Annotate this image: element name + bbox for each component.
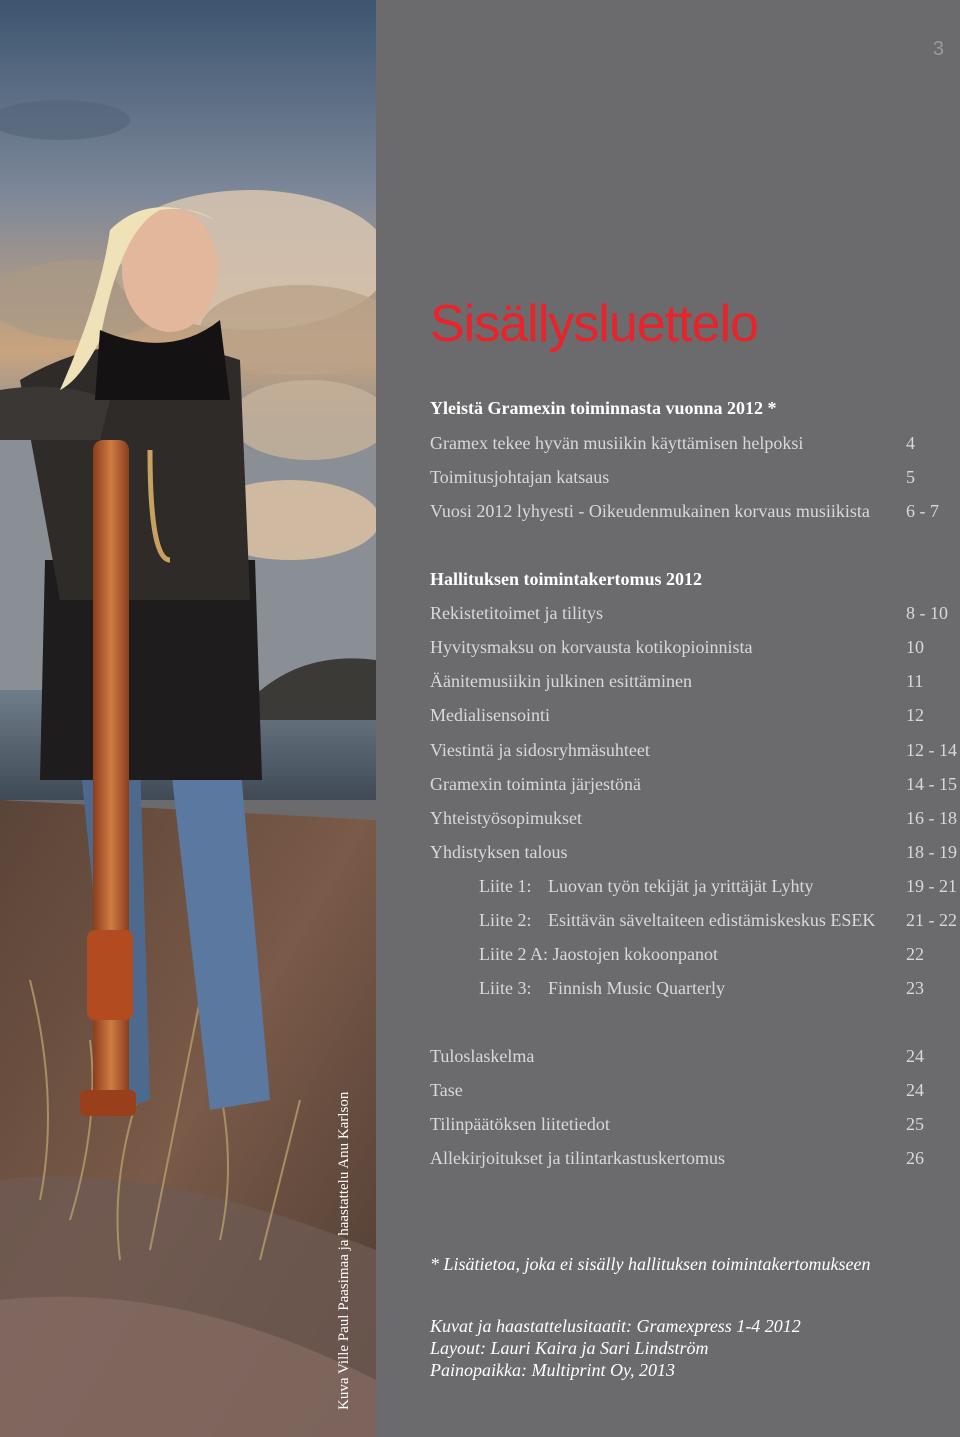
toc-entry[interactable] — [430, 1080, 960, 1106]
toc-entry-label: Rekistetitoimet ja tilitys — [430, 603, 603, 623]
toc-entry-page: 10 — [906, 637, 924, 657]
section-heading: Hallituksen toimintakertomus 2012 — [430, 569, 703, 589]
toc-appendix[interactable] — [430, 876, 960, 902]
toc-entry-page: 24 — [906, 1080, 924, 1100]
appendix-prefix — [479, 978, 725, 999]
toc-entry-label: Viestintä ja sidosryhmäsuhteet — [430, 740, 650, 760]
toc-entry[interactable] — [430, 1114, 960, 1140]
toc-entry-label: Gramex tekee hyvän musiikin käyttämisen helpoksi — [430, 433, 804, 453]
toc-entry-page: 18 - 19 — [906, 842, 957, 862]
photo-credit: Kuva Ville Paul Paasimaa ja haastattelu Anu Karlson — [336, 1091, 352, 1410]
section-heading: Yleistä Gramexin toiminnasta vuonna 2012 * — [430, 398, 777, 418]
toc-appendix[interactable] — [430, 978, 960, 1004]
page-title: Sisällysluettelo — [430, 295, 758, 353]
toc-entry-page: 5 — [906, 467, 915, 487]
appendix-prefix — [479, 944, 718, 965]
cover-photo — [0, 0, 376, 1437]
footnote: * Lisätietoa, joka ei sisälly hallituksen toimintakertomukseen — [430, 1254, 871, 1274]
appendix-label: Jaostojen kokoonpanot — [552, 944, 718, 964]
toc-entry-label: Yhdistyksen talous — [430, 842, 568, 862]
toc-entry-page: 24 — [906, 1046, 924, 1066]
toc-panel — [376, 0, 960, 1437]
toc-entry-page: 16 - 18 — [906, 808, 957, 828]
toc-entry-page: 14 - 15 — [906, 774, 957, 794]
page-number: 3 — [932, 38, 944, 60]
toc-appendix[interactable] — [430, 910, 960, 936]
appendix-label: Esittävän säveltaiteen edistämiskeskus ESEK — [548, 910, 876, 930]
toc-entry-label: Allekirjoitukset ja tilintarkastuskertomus — [430, 1148, 725, 1168]
appendix-prefix — [479, 876, 814, 897]
toc-entry-label: Toimitusjohtajan katsaus — [430, 467, 610, 487]
toc-entry[interactable] — [430, 501, 960, 527]
toc-entry-page: 26 — [906, 1148, 924, 1168]
toc-entry-page: 11 — [906, 671, 924, 691]
toc-entry[interactable] — [430, 467, 960, 493]
toc-entry-label: Hyvitysmaksu on korvausta kotikopioinnista — [430, 637, 753, 657]
toc-entry[interactable] — [430, 603, 960, 629]
toc-entry[interactable] — [430, 740, 960, 766]
appendix-prefix-text: Liite 1: — [479, 876, 532, 896]
toc-entry-page: 22 — [906, 944, 924, 964]
toc-entry[interactable] — [430, 433, 960, 459]
toc-entry-page: 12 — [906, 705, 924, 725]
toc-entry[interactable] — [430, 808, 960, 834]
toc-entry[interactable] — [430, 671, 960, 697]
colophon-line: Kuvat ja haastattelusitaatit: Gramexpress 1-4 2012 — [430, 1316, 801, 1336]
toc-entry-label: Tuloslaskelma — [430, 1046, 535, 1066]
toc-entry[interactable] — [430, 1148, 960, 1174]
toc-entry-label: Gramexin toiminta järjestönä — [430, 774, 641, 794]
toc-entry-page: 23 — [906, 978, 924, 998]
appendix-prefix-text: Liite 3: — [479, 978, 532, 998]
photo-illustration — [0, 0, 376, 1437]
toc-entry[interactable] — [430, 842, 960, 868]
appendix-prefix — [479, 910, 876, 931]
toc-entry-page: 25 — [906, 1114, 924, 1134]
toc-entry[interactable] — [430, 705, 960, 731]
toc-entry-label: Äänitemusiikin julkinen esittäminen — [430, 671, 692, 691]
appendix-label: Luovan työn tekijät ja yrittäjät Lyhty — [548, 876, 814, 896]
toc-entry-page: 8 - 10 — [906, 603, 948, 623]
toc-entry[interactable] — [430, 774, 960, 800]
toc-entry-page: 4 — [906, 433, 915, 453]
toc-entry-page: 12 - 14 — [906, 740, 957, 760]
toc-entry-page: 19 - 21 — [906, 876, 957, 896]
toc-entry-page: 21 - 22 — [906, 910, 957, 930]
toc-entry-label: Tilinpäätöksen liitetiedot — [430, 1114, 610, 1134]
appendix-prefix-text: Liite 2: — [479, 910, 532, 930]
toc-entry[interactable] — [430, 1046, 960, 1072]
toc-entry-label: Medialisensointi — [430, 705, 550, 725]
toc-entry-page: 6 - 7 — [906, 501, 939, 521]
toc-appendix[interactable] — [430, 944, 960, 970]
toc-entry-label: Tase — [430, 1080, 463, 1100]
toc-entry-label: Yhteistyösopimukset — [430, 808, 582, 828]
toc-entry-label: Vuosi 2012 lyhyesti - Oikeudenmukainen korvaus musiikista — [430, 501, 870, 521]
toc-entry[interactable] — [430, 637, 960, 663]
appendix-label: Finnish Music Quarterly — [548, 978, 725, 998]
colophon-line: Painopaikka: Multiprint Oy, 2013 — [430, 1360, 675, 1380]
appendix-prefix-text: Liite 2 A: — [479, 944, 548, 964]
colophon-line: Layout: Lauri Kaira ja Sari Lindström — [430, 1338, 709, 1358]
